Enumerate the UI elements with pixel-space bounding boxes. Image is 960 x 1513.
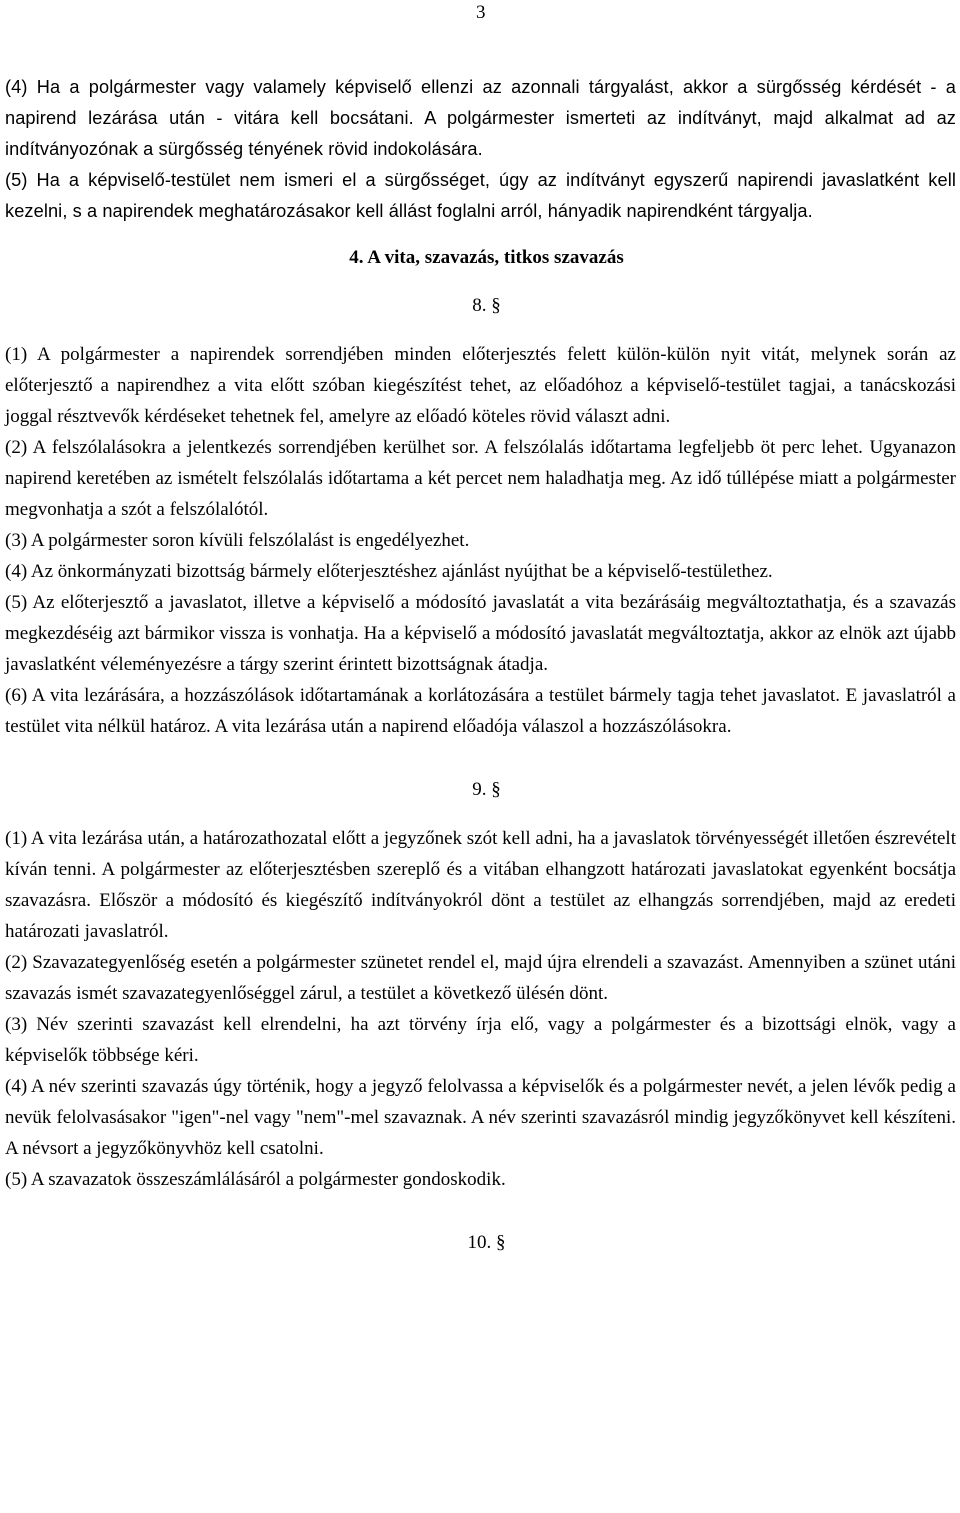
section8-paragraph: (4) Az önkormányzati bizottság bármely előterjesztéshez ajánlást nyújthat be a képviselő-testülethez. [5, 561, 773, 582]
section8-paragraph: (5) Az előterjesztő a javaslatot, illetve a képviselő a módosító javaslatát a vita bezárásáig megváltoztathatja, és a szavazás megkezdéséig azt bármikor vissza is vonhatja. Ha a képviselő a módosító javaslatát megváltoztatja, akkor az elnök azt újabb javaslatként véleményezésre a tárgy szerint érintett bizottságnak átadja. [5, 592, 956, 675]
section9-paragraph: (2) Szavazategyenlőség esetén a polgármester szünetet rendel el, majd újra elrendeli a szavazást. Amennyiben a szünet utáni szavazás ismét szavazategyenlőséggel zárul, a testület a következő ülésén dönt. [5, 952, 956, 1004]
document-body [5, 72, 956, 1276]
spacer [5, 742, 956, 774]
section9-paragraph: (3) Név szerinti szavazást kell elrendelni, ha azt törvény írja elő, vagy a polgármester és a bizottsági elnök, vagy a képviselők többsége kéri. [5, 1014, 956, 1066]
section9-paragraph: (1) A vita lezárása után, a határozathozatal előtt a jegyzőnek szót kell adni, ha a javaslatok törvényességét illetően észrevételt kíván tenni. A polgármester az előterjesztésben szereplő és a vitában elhangzott határozati javaslatokat egyenként bocsátja szavazásra. Először a módosító és kiegészítő indítványokról dönt a testület az elhangzás sorrendjében, majd az eredeti határozati javaslatról. [5, 828, 956, 942]
section9-paragraph: (5) A szavazatok összeszámlálásáról a polgármester gondoskodik. [5, 1169, 506, 1190]
section8-paragraph: (3) A polgármester soron kívüli felszólalást is engedélyezhet. [5, 530, 470, 551]
section8-paragraph: (6) A vita lezárására, a hozzászólások időtartamának a korlátozására a testület bármely tagja tehet javaslatot. E javaslatról a testület vita nélkül határoz. A vita lezárása után a napirend előadója válaszol a hozzászólásokra. [5, 685, 956, 737]
section8-paragraph: (2) A felszólalásokra a jelentkezés sorrendjében kerülhet sor. A felszólalás időtartama legfeljebb öt perc lehet. Ugyanazon napirend keretében az ismételt felszólalás időtartama a két percet nem haladhatja meg. Az idő túllépése miatt a polgármester megvonhatja a szót a felszólalótól. [5, 437, 956, 520]
section8-paragraph: (1) A polgármester a napirendek sorrendjében minden előterjesztés felett külön-külön nyit vitát, melynek során az előterjesztő a napirendhez a vita előtt szóban kiegészítést tehet, az előadóhoz a képviselő-testület tagjai, a tanácskozási joggal résztvevők kérdéseket tehetnek fel, amelyre az előadó köteles rövid választ adni. [5, 344, 956, 427]
page-number: 3 [476, 2, 486, 23]
spacer [5, 1195, 956, 1227]
section-9-mark: 9. § [472, 779, 501, 800]
section3-paragraph-5: (5) Ha a képviselő-testület nem ismeri el a sürgősséget, úgy az indítványt egyszerű napirendi javaslatként kell kezelni, s a napirendek meghatározásakor kell állást foglalni arról, hányadik napirendként tárgyalja. [5, 170, 956, 221]
chapter-heading: 4. A vita, szavazás, titkos szavazás [349, 247, 624, 268]
section-10-mark: 10. § [467, 1232, 506, 1253]
section9-paragraph: (4) A név szerinti szavazás úgy történik, hogy a jegyző felolvassa a képviselők és a polgármester nevét, a jelen lévők pedig a nevük felolvasásakor "igen"-nel vagy "nem"-mel szavaznak. A név szerinti szavazásról mindig jegyzőkönyvet kell készíteni. A névsort a jegyzőkönyvhöz kell csatolni. [5, 1076, 956, 1159]
section3-paragraph-4: (4) Ha a polgármester vagy valamely képviselő ellenzi az azonnali tárgyalást, akkor a sürgősség kérdését - a napirend lezárása után - vitára kell bocsátani. A polgármester ismerteti az indítványt, majd alkalmat ad az indítványozónak a sürgősség tényének rövid indokolására. [5, 77, 956, 159]
section-8-mark: 8. § [472, 295, 501, 316]
